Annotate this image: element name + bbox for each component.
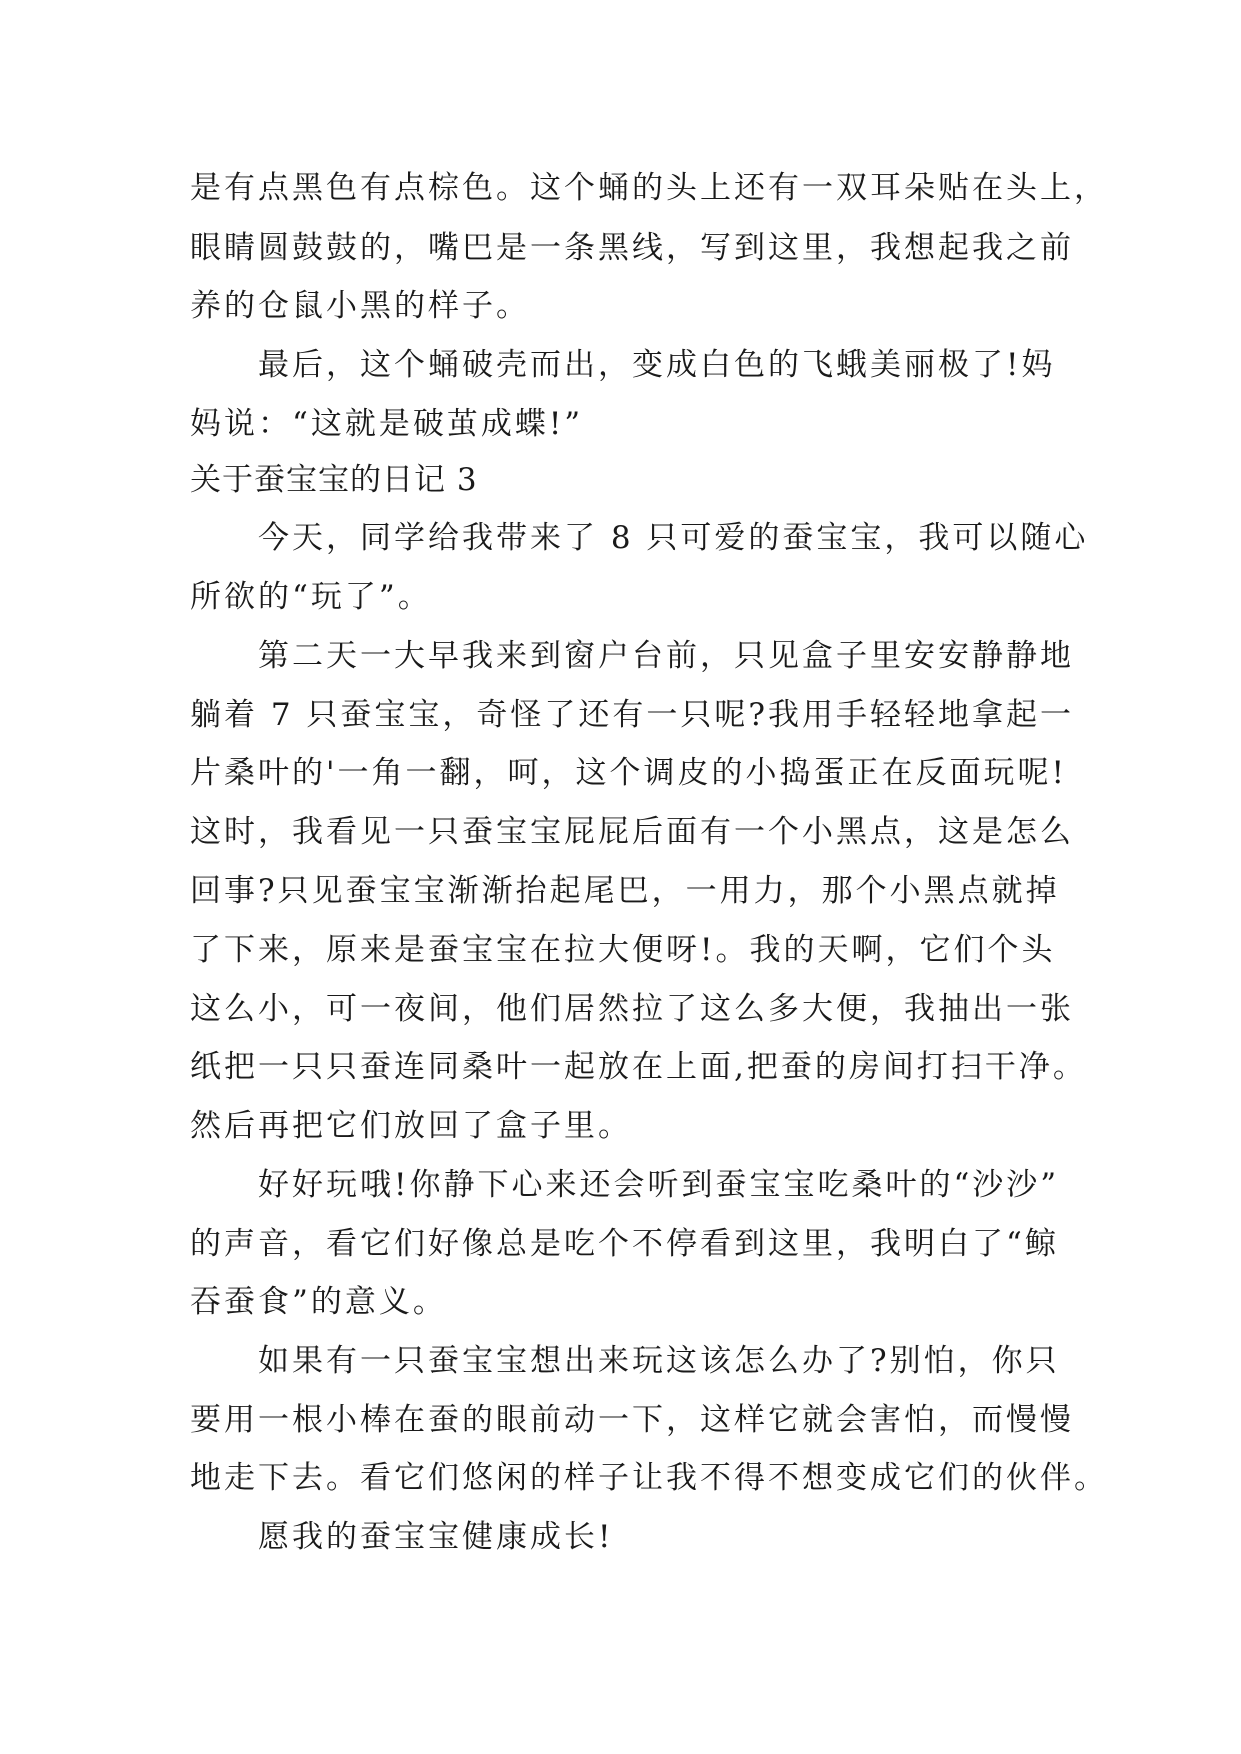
section-heading: 关于蚕宝宝的日记 3 bbox=[190, 462, 478, 498]
paragraph-first-line: 如果有一只蚕宝宝想出来玩这该怎么办了?别怕，你只 bbox=[258, 1343, 1060, 1379]
text-line: 这么小，可一夜间，他们居然拉了这么多大便，我抽出一张 bbox=[190, 991, 1074, 1027]
text-line: 所欲的“玩了”。 bbox=[190, 579, 432, 615]
text-line: 要用一根小棒在蚕的眼前动一下，这样它就会害怕，而慢慢 bbox=[190, 1402, 1074, 1438]
paragraph-first-line: 今天，同学给我带来了 8 只可爱的蚕宝宝，我可以随心 bbox=[258, 520, 1089, 556]
text-line: 是有点黑色有点棕色。这个蛹的头上还有一双耳朵贴在头上， bbox=[190, 170, 1108, 206]
paragraph-first-line: 好好玩哦!你静下心来还会听到蚕宝宝吃桑叶的“沙沙” bbox=[258, 1167, 1060, 1203]
text-line: 躺着 7 只蚕宝宝，奇怪了还有一只呢?我用手轻轻地拿起一 bbox=[190, 697, 1075, 733]
text-line: 的声音，看它们好像总是吃个不停看到这里，我明白了“鲸 bbox=[190, 1226, 1059, 1262]
text-line: 纸把一只只蚕连同桑叶一起放在上面,把蚕的房间打扫干净。 bbox=[190, 1049, 1087, 1085]
paragraph-first-line: 第二天一大早我来到窗户台前，只见盒子里安安静静地 bbox=[258, 638, 1074, 674]
paragraph-first-line: 最后，这个蛹破壳而出，变成白色的飞蛾美丽极了!妈 bbox=[258, 347, 1056, 383]
paragraph-first-line: 愿我的蚕宝宝健康成长! bbox=[258, 1519, 614, 1555]
text-line: 吞蚕食”的意义。 bbox=[190, 1284, 447, 1320]
text-line: 地走下去。看它们悠闲的样子让我不得不想变成它们的伙伴。 bbox=[190, 1460, 1108, 1496]
text-line: 这时，我看见一只蚕宝宝屁屁后面有一个小黑点，这是怎么 bbox=[190, 814, 1074, 850]
text-line: 片桑叶的'一角一翻，呵，这个调皮的小捣蛋正在反面玩呢! bbox=[190, 755, 1067, 791]
text-line: 妈说：“这就是破茧成蝶!” bbox=[190, 406, 584, 442]
text-line: 眼睛圆鼓鼓的，嘴巴是一条黑线，写到这里，我想起我之前 bbox=[190, 230, 1074, 266]
text-line: 然后再把它们放回了盒子里。 bbox=[190, 1108, 632, 1144]
text-line: 了下来，原来是蚕宝宝在拉大便呀!。我的天啊，它们个头 bbox=[190, 932, 1056, 968]
text-line: 养的仓鼠小黑的样子。 bbox=[190, 288, 530, 324]
text-line: 回事?只见蚕宝宝渐渐抬起尾巴，一用力，那个小黑点就掉 bbox=[190, 873, 1060, 909]
